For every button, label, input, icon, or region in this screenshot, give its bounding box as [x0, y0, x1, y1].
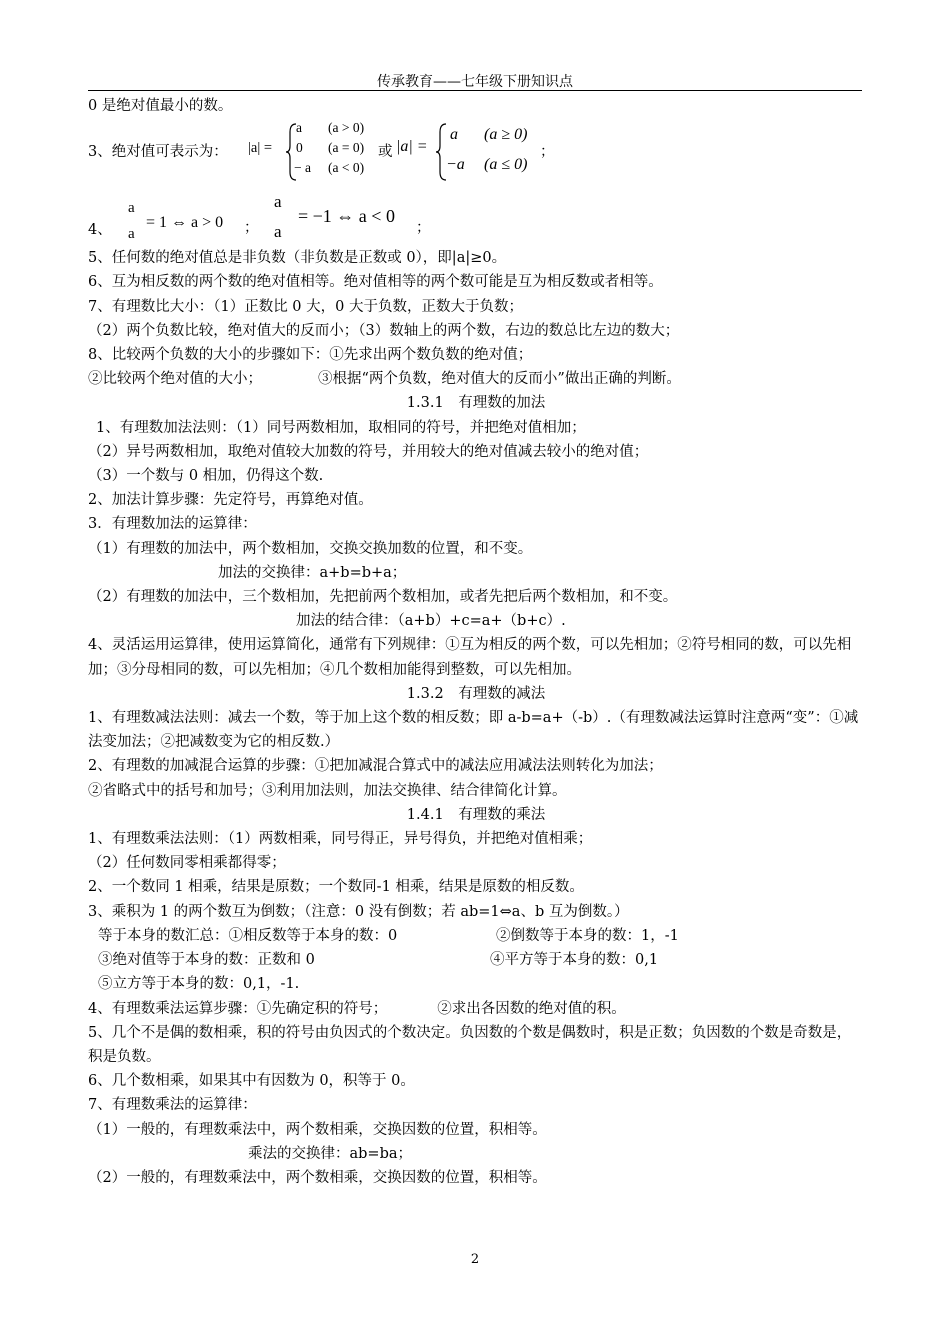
formula-lhs-2: |a| = — [396, 138, 428, 156]
text-line: 7、有理数比大小：（1）正数比 0 大，0 大于负数，正数大于负数； — [88, 298, 523, 315]
relation: = −1 ⇔ a < 0 — [298, 206, 395, 227]
text-line: 7、有理数乘法的运算律： — [88, 1097, 257, 1114]
case-value: − a — [294, 160, 311, 176]
text-line — [88, 367, 864, 391]
text-part: ②倒数等于本身的数：1，-1 — [496, 927, 679, 944]
text-line: （2）有理数的加法中，三个数相加，先把前两个数相加，或者先把后两个数相加，和不变。 — [88, 589, 678, 606]
separator: ； — [244, 220, 259, 237]
text-line: （1）有理数的加法中，两个数相加，交换交换加数的位置，和不变。 — [88, 540, 533, 557]
paragraph: 1、有理数减法法则：减去一个数，等于加上这个数的相反数；即 a-b=a+（-b）.（有理数减法运算时注意两“变”：①减法变加法；②把减数变为它的相反数.） — [88, 710, 859, 751]
case-value: a — [296, 120, 302, 136]
text-line: （2）一般的，有理数乘法中，两个数相乘，交换因数的位置，积相等。 — [88, 1169, 547, 1186]
text-line: 3．有理数加法的运算律： — [88, 516, 257, 533]
text-line: 3、乘积为 1 的两个数互为倒数；（注意：0 没有倒数；若 ab=1⇔a、b 互为倒数。） — [88, 903, 629, 920]
page-header: 传承教育——七年级下册知识点 — [377, 74, 573, 90]
header-rule — [88, 90, 862, 91]
text-line: 2、有理数的加减混合运算的步骤：①把加减混合算式中的减法应用减法法则转化为加法； — [88, 758, 663, 775]
text-line: 2、加法计算步骤：先定符号，再算绝对值。 — [88, 492, 373, 509]
relation: = 1 ⇔ a > 0 — [146, 214, 224, 232]
sign-ratio-formula — [88, 184, 864, 246]
case-value: a — [450, 126, 458, 144]
text-part: ②比较两个绝对值的大小； — [88, 371, 262, 388]
text-part: 等于本身的数汇总：①相反数等于本身的数：0 — [98, 927, 398, 944]
text-line: 6、互为相反数的两个数的绝对值相等。绝对值相等的两个数可能是互为相反数或者相等。 — [88, 274, 663, 291]
absolute-value-formula — [88, 118, 864, 184]
text-line: 6、几个数相乘，如果其中有因数为 0，积等于 0。 — [88, 1073, 415, 1090]
text-line — [88, 924, 864, 948]
case-condition: (a = 0) — [328, 140, 365, 156]
formula-prefix: 3、绝对值可表示为： — [88, 144, 228, 161]
text-line: 1、有理数乘法法则：（1）两数相乘，同号得正，异号得负，并把绝对值相乘； — [88, 831, 593, 848]
text-line: 1、有理数加法法则：（1）同号两数相加，取相同的符号，并把绝对值相加； — [96, 419, 586, 436]
text-line: 0 是绝对值最小的数。 — [88, 98, 233, 114]
section-heading: 1.3.2 有理数的减法 — [406, 685, 546, 702]
text-line: ②省略式中的括号和加号；③利用加法则，加法交换律、结合律简化计算。 — [88, 782, 567, 799]
case-condition: (a < 0) — [328, 160, 365, 176]
page-number: 2 — [470, 1252, 480, 1267]
fraction-denominator: a — [274, 222, 282, 242]
text-part: 4、有理数乘法运算步骤：①先确定积的符号； — [88, 1000, 388, 1017]
formula-prefix: 4、 — [88, 222, 112, 239]
case-value: −a — [446, 156, 465, 174]
text-line: 8、比较两个负数的大小的步骤如下：①先求出两个数负数的绝对值； — [88, 347, 533, 364]
text-part: ③根据“两个负数，绝对值大的反而小”做出正确的判断。 — [318, 371, 681, 388]
text-line: （2）两个负数比较，绝对值大的反而小；（3）数轴上的两个数，右边的数总比左边的数大； — [88, 322, 680, 339]
text-line: ⑤立方等于本身的数：0,1，-1. — [98, 976, 300, 993]
formula-line: 加法的结合律：（a+b）+c=a+（b+c）. — [296, 613, 566, 630]
formula-suffix: ； — [540, 144, 555, 161]
fraction-numerator: a — [128, 200, 135, 217]
formula-line: 乘法的交换律：ab=ba； — [248, 1145, 413, 1162]
case-value: 0 — [296, 140, 303, 156]
text-line: （3）一个数与 0 相加，仍得这个数. — [88, 468, 324, 485]
formula-lhs: |a| = — [248, 140, 273, 157]
text-line: （2）任何数同零相乘都得零； — [88, 855, 286, 872]
text-line: （2）异号两数相加，取绝对值较大加数的符号，并用较大的绝对值减去较小的绝对值； — [88, 443, 649, 460]
fraction-numerator: a — [274, 192, 282, 212]
case-condition: (a > 0) — [328, 120, 365, 136]
paragraph: 5、几个不是偶的数相乘，积的符号由负因式的个数决定。负因数的个数是偶数时，积是正数；负因数的个数是奇数是，积是负数。 — [88, 1024, 852, 1065]
text-line — [88, 997, 864, 1021]
paragraph: 4、灵活运用运算律，使用运算简化，通常有下列规律：①互为相反的两个数，可以先相加；②符号相同的数，可以先相加；③分母相同的数，可以先相加；④几个数相加能得到整数，可以先相加。 — [88, 637, 852, 678]
text-line: （1）一般的，有理数乘法中，两个数相乘，交换因数的位置，积相等。 — [88, 1121, 547, 1138]
or-label: 或 — [378, 144, 393, 161]
section-heading: 1.4.1 有理数的乘法 — [406, 806, 546, 823]
page-content — [88, 94, 864, 1190]
case-condition: (a ≤ 0) — [484, 156, 528, 174]
text-part: ②求出各因数的绝对值的积。 — [437, 1000, 626, 1017]
text-part: ③绝对值等于本身的数：正数和 0 — [98, 952, 315, 969]
fraction-denominator: a — [128, 226, 135, 243]
case-condition: (a ≥ 0) — [484, 126, 528, 144]
section-heading: 1.3.1 有理数的加法 — [406, 395, 546, 412]
formula-line: 加法的交换律：a+b=b+a； — [218, 564, 407, 581]
formula-suffix: ； — [416, 220, 431, 237]
text-line — [88, 948, 864, 972]
text-line: 2、一个数同 1 相乘，结果是原数；一个数同-1 相乘，结果是原数的相反数。 — [88, 879, 584, 896]
text-part: ④平方等于本身的数：0,1 — [490, 952, 659, 969]
text-line: 5、任何数的绝对值总是非负数（非负数是正数或 0），即|a|≥0。 — [88, 250, 507, 267]
